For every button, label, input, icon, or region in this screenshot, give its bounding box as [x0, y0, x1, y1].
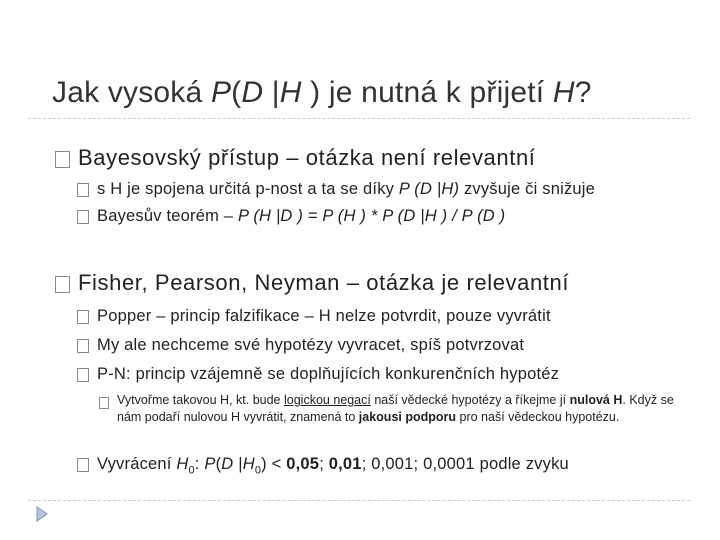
bullet-box-icon [55, 151, 70, 168]
play-triangle-icon[interactable] [36, 506, 48, 522]
bullet-bayes-probability: s H je spojena určitá p-nost a ta se díky P (D |H) zvyšuje či snižuje [77, 180, 595, 199]
bullet-confirm: My ale nechceme své hypotézy vyvracet, spíš potvrzovat [77, 336, 524, 355]
bullet-box-icon [77, 368, 89, 382]
bullet-rejection: Vyvrácení $H_0$: P(D $|H_0) < 0,05$; 0,01; 0,001; 0,0001 podle zvyku [77, 455, 569, 476]
bullet-pn: P-N: princip vzájemně se doplňujících konkurenčních hypotéz [77, 365, 559, 384]
bullet-box-icon [55, 276, 70, 293]
title-divider-top [28, 118, 690, 119]
bullet-box-icon [77, 339, 89, 353]
bullet-box-icon [99, 397, 109, 409]
bullet-popper: Popper – princip falzifikace – H nelze potvrdit, pouze vyvrátit [77, 307, 551, 326]
footer-divider [28, 500, 690, 501]
bullet-box-icon [77, 210, 89, 224]
bullet-bayes-theorem: Bayesův teorém – P (H |D ) = P (H ) * P (D |H ) / P (D ) [77, 207, 505, 226]
bullet-bayes: Bayesovský přístup – otázka není relevantní [55, 145, 536, 171]
slide-title: Jak vysoká P(D |H ) je nutná k přijetí H? [52, 76, 592, 109]
bullet-null-hypothesis: Vytvořme takovou H, kt. bude logickou negací naší vědecké hypotézy a říkejme jí nulová H. Když se nám podaří nulovou H vyvrátit, znamená to jakousi podporu pro naší vědeckou hypotézu. [117, 393, 674, 424]
bullet-box-icon [77, 183, 89, 197]
bullet-box-icon [77, 458, 89, 472]
bullet-box-icon [77, 310, 89, 324]
bullet-fisher: Fisher, Pearson, Neyman – otázka je relevantní [55, 270, 569, 296]
